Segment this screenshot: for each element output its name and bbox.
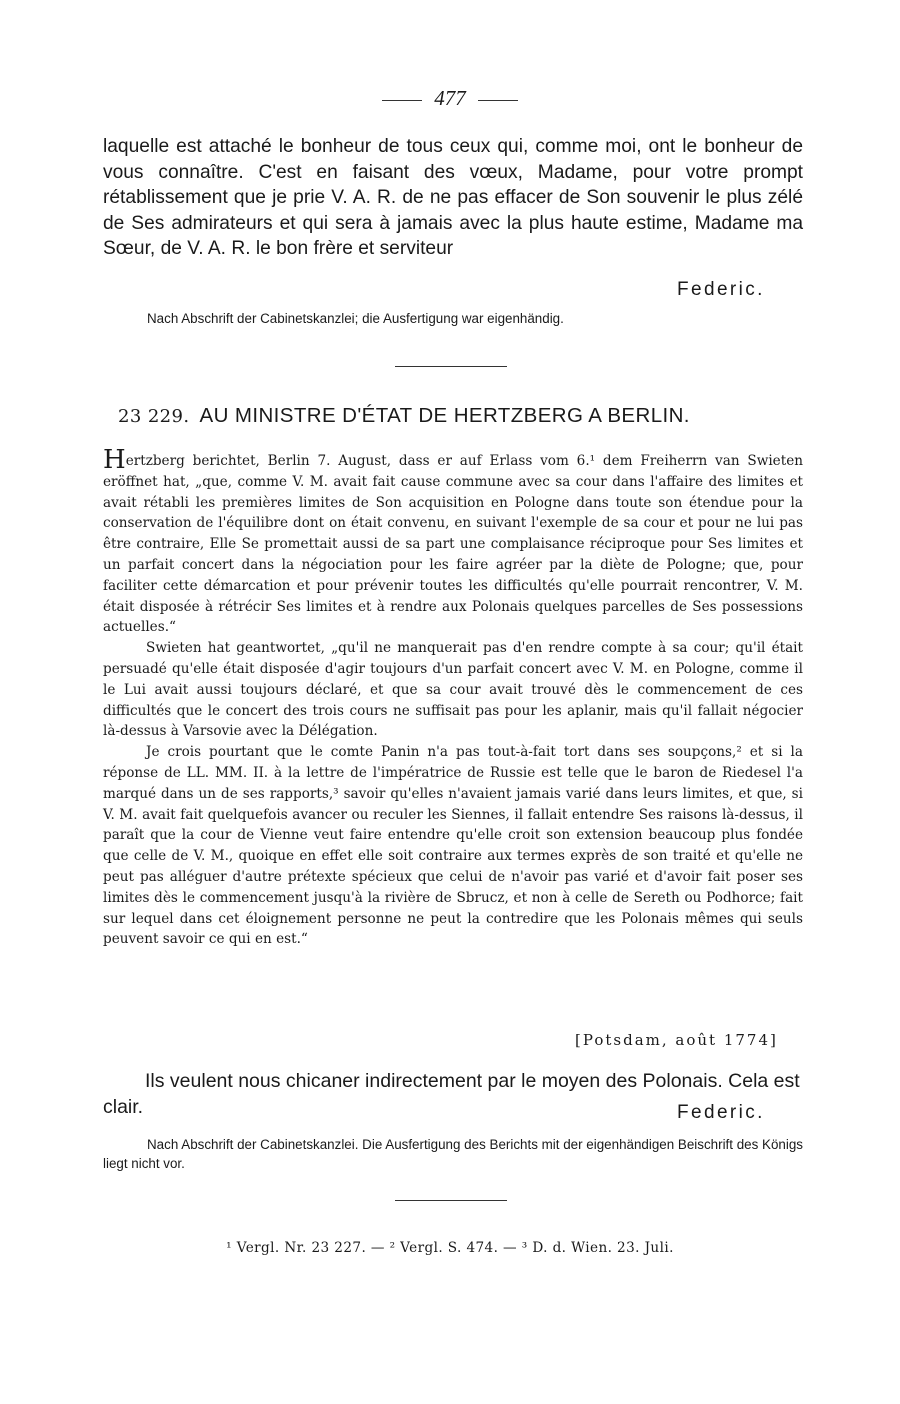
document-date: [Potsdam, août 1774] [575, 1031, 778, 1049]
page-header [0, 86, 900, 111]
page-number: 477 [434, 86, 466, 110]
report-summary [103, 445, 803, 950]
report-paragraph-1-text: ertzberg berichtet, Berlin 7. August, dass er auf Erlass vom 6.¹ dem Freiherrn van Swieten eröffnet hat, „que, comme V. M. avait fait cause commune avec sa cour dans l'affaire des limites et avait rétabli les premières limites de Son acquisition en Pologne dans toute son étendue pour la conservation de l'équilibre dont on était convenu, en suivant l'exemple de sa cour et pour ne lui pas être contraire, Elle Se promettait aussi de sa part une complaisance réciproque pour Ses limites et un parfait concert dans la négociation pour les faire agréer par la diète de Pologne; que, pour faciliter cette démarcation et pour prévenir toutes les difficultés qu'elle pourrait rencontrer, V. M. était disposée à rétrécir Ses limites et à rendre aux Polonais quelques parcelles de Ses possessions actuelles.“ [103, 453, 803, 636]
document-heading [118, 404, 818, 428]
document-title: AU MINISTRE D'ÉTAT DE HERTZBERG A BERLIN. [199, 404, 690, 427]
footnotes: ¹ Vergl. Nr. 23 227. — ² Vergl. S. 474. — ³ D. d. Wien. 23. Juli. [226, 1240, 674, 1256]
header-dash-right [478, 100, 518, 101]
footnote-divider [395, 1200, 507, 1201]
report-paragraph-2: Swieten hat geantwortet, „qu'il ne manquerait pas d'en rendre compte à sa cour; qu'il était persuadé qu'elle était disposée d'agir toujours d'un parfait concert avec V. M. en Pologne, comme il le Lui avait aussi toujours déclaré, et que sa cour avait trouvé dès le commencement de ces difficultés que le concert des trois cours ne suffisait pas pour les aplanir, mais qu'il fallait négocier là-dessus à Varsovie avec la Délégation. [103, 640, 803, 740]
letter-closing-text: laquelle est attaché le bonheur de tous ceux qui, comme moi, ont le bonheur de vous connaître. C'est en faisant des vœux, Madame, pour votre prompt rétablissement que je prie V. A. R. de ne pas effacer de Son souvenir le plus zélé de Ses admirateurs et qui sera à jamais avec la plus haute estime, Madame ma Sœur, de V. A. R. le bon frère et serviteur [103, 136, 803, 260]
header-dash-left [382, 100, 422, 101]
document-number: 23 229. [118, 406, 190, 427]
section-divider [395, 366, 507, 367]
document-source-note: Nach Abschrift der Cabinetskanzlei. Die Ausfertigung des Berichts mit der eigenhändigen Beischrift des Königs liegt nicht vor. [103, 1137, 803, 1171]
letter-source-note: Nach Abschrift der Cabinetskanzlei; die Ausfertigung war eigenhändig. [147, 311, 564, 326]
report-paragraph-1 [103, 445, 803, 638]
report-initial: H [103, 445, 126, 475]
report-paragraph-3: Je crois pourtant que le comte Panin n'a pas tout-à-fait tort dans ses soupçons,² et si la réponse de LL. MM. II. à la lettre de l'impératrice de Russie est telle que le baron de Riedesel l'a marqué dans un de ses rapports,³ savoir qu'elles n'avaient jamais varié dans leurs limites, et que, si V. M. avait fait quelquefois avancer ou reculer les Siennes, il fallait entendre Ses raisons là-dessus, il paraît que la cour de Vienne veut faire entendre qu'elle croit son extension beaucoup plus fondée que celle de V. M., quoique en effet elle soit contraire aux termes exprès de son traité et qu'elle ne peut pas alléguer d'autre prétexte spécieux que celui de n'avoir pas varié et d'avoir fait poser ses limites dès le commencement jusqu'à la rivière de Sbrucz, et non à celle de Sereth ou Podhorce; fait sur lequel dans cet éloignement personne ne peut la contredire que les Polonais mêmes qui seuls peuvent savoir ce qui en est.“ [103, 744, 803, 948]
king-remark: Ils veulent nous chicaner indirectement par le moyen des Polonais. Cela est clair. [103, 1070, 800, 1118]
document-signature: Federic. [677, 1102, 765, 1123]
letter-signature: Federic. [677, 279, 765, 300]
